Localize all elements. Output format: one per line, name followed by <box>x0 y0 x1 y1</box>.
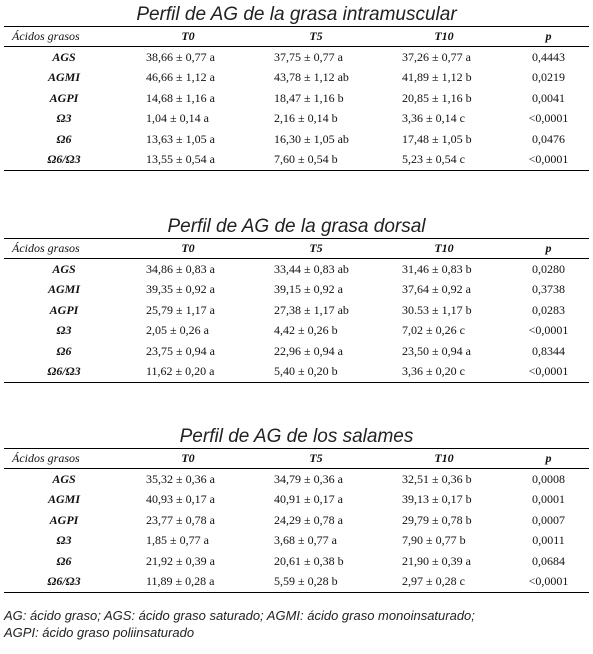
table-title: Perfil de AG de la grasa intramuscular <box>136 4 457 25</box>
table-cell: 21,90 ± 0,39 a <box>402 553 471 568</box>
row-label: AGPI <box>49 90 79 105</box>
table-cell: 37,75 ± 0,77 a <box>274 49 343 64</box>
table-section-intramuscular <box>0 4 593 171</box>
footnote <box>4 607 589 641</box>
row-label: AGMI <box>47 70 80 85</box>
table-row <box>4 68 589 89</box>
column-header: T0 <box>181 241 195 255</box>
table-cell: 21,92 ± 0,39 a <box>146 553 215 568</box>
table-cell: 17,48 ± 1,05 b <box>402 131 472 146</box>
table-cell: 0,3738 <box>532 282 565 297</box>
footnote-line: AG: ácido graso; AGS: ácido graso saturado; AGMI: ácido graso monoinsaturado; <box>4 608 475 623</box>
row-label: AGMI <box>47 282 80 297</box>
table-cell: 24,29 ± 0,78 a <box>274 512 343 527</box>
header-row <box>4 239 589 259</box>
data-table <box>4 448 589 593</box>
table-cell: 27,38 ± 1,17 ab <box>274 302 349 317</box>
column-header: T10 <box>434 241 454 255</box>
table-cell: 11,89 ± 0,28 a <box>146 574 215 589</box>
table-cell: 5,59 ± 0,28 b <box>274 574 338 589</box>
table-row <box>4 129 589 150</box>
table-cell: 46,66 ± 1,12 a <box>146 70 215 85</box>
column-header: T10 <box>434 451 454 465</box>
row-label: AGS <box>52 261 76 276</box>
row-label: AGMI <box>47 492 80 507</box>
table-cell: 37,26 ± 0,77 a <box>402 49 471 64</box>
table-cell: 0,0001 <box>532 492 565 507</box>
table-cell: 0,8344 <box>532 343 565 358</box>
table-row <box>4 150 589 171</box>
table-cell: 0,0219 <box>532 70 565 85</box>
table-cell: 0,0280 <box>532 261 565 276</box>
column-header: Ácidos grasos <box>12 29 80 43</box>
table-cell: 0,0007 <box>532 512 565 527</box>
table-cell: 7,90 ± 0,77 b <box>402 533 466 548</box>
table-row <box>4 551 589 572</box>
data-table <box>4 238 589 383</box>
table-cell: 0,0684 <box>532 553 565 568</box>
table-cell: 14,68 ± 1,16 a <box>146 90 215 105</box>
table-cell: 0,0283 <box>532 302 565 317</box>
table-cell: 0,0008 <box>532 471 565 486</box>
table-cell: 23,50 ± 0,94 a <box>402 343 471 358</box>
table-cell: 7,02 ± 0,26 c <box>402 323 465 338</box>
table-cell: 33,44 ± 0,83 ab <box>274 261 349 276</box>
table-cell: <0,0001 <box>528 111 569 126</box>
row-label: Ω6 <box>56 131 72 146</box>
header-row <box>4 27 589 47</box>
table-row <box>4 362 589 383</box>
table-row <box>4 88 589 109</box>
table-cell: 39,15 ± 0,92 a <box>274 282 343 297</box>
table-cell: 32,51 ± 0,36 b <box>402 471 472 486</box>
table-cell: 35,32 ± 0,36 a <box>146 471 215 486</box>
data-table <box>4 26 589 171</box>
table-cell: 39,35 ± 0,92 a <box>146 282 215 297</box>
table-cell: 0,4443 <box>532 49 565 64</box>
table-cell: 1,04 ± 0,14 a <box>146 111 209 126</box>
column-header: T0 <box>181 29 195 43</box>
table-cell: 20,85 ± 1,16 b <box>402 90 472 105</box>
table-cell: 11,62 ± 0,20 a <box>146 364 215 379</box>
table-cell: 1,85 ± 0,77 a <box>146 533 209 548</box>
column-header: T5 <box>309 451 323 465</box>
column-header: p <box>545 241 552 255</box>
table-title: Perfil de AG de los salames <box>179 426 414 447</box>
table-cell: 4,42 ± 0,26 b <box>274 323 338 338</box>
header-row <box>4 449 589 469</box>
table-cell: 2,16 ± 0,14 b <box>274 111 338 126</box>
table-cell: 16,30 ± 1,05 ab <box>274 131 349 146</box>
row-label: Ω6/Ω3 <box>47 574 81 589</box>
table-cell: 41,89 ± 1,12 b <box>402 70 472 85</box>
row-label: Ω6/Ω3 <box>47 152 81 167</box>
column-header: T5 <box>309 241 323 255</box>
table-cell: 30.53 ± 1,17 b <box>402 302 472 317</box>
table-cell: 37,64 ± 0,92 a <box>402 282 471 297</box>
table-cell: 18,47 ± 1,16 b <box>274 90 344 105</box>
table-row <box>4 321 589 342</box>
footnote-line: AGPI: ácido graso poliinsaturado <box>4 625 195 640</box>
row-label: Ω6 <box>56 343 72 358</box>
column-header: T5 <box>309 29 323 43</box>
table-row <box>4 341 589 362</box>
column-header: T10 <box>434 29 454 43</box>
table-cell: 7,60 ± 0,54 b <box>274 152 338 167</box>
table-row <box>4 572 589 593</box>
table-cell: 38,66 ± 0,77 a <box>146 49 215 64</box>
column-header: Ácidos grasos <box>12 241 80 255</box>
table-cell: 0,0476 <box>532 131 565 146</box>
row-label: Ω3 <box>56 323 72 338</box>
table-cell: 3,36 ± 0,14 c <box>402 111 465 126</box>
table-cell: 34,79 ± 0,36 a <box>274 471 343 486</box>
row-label: AGPI <box>49 512 79 527</box>
table-cell: <0,0001 <box>528 323 569 338</box>
table-cell: 0,0041 <box>532 90 565 105</box>
table-cell: <0,0001 <box>528 364 569 379</box>
column-header: p <box>545 451 552 465</box>
table-cell: 22,96 ± 0,94 a <box>274 343 343 358</box>
column-header: T0 <box>181 451 195 465</box>
table-cell: 20,61 ± 0,38 b <box>274 553 344 568</box>
table-row <box>4 531 589 552</box>
row-label: Ω3 <box>56 111 72 126</box>
table-title: Perfil de AG de la grasa dorsal <box>167 216 426 237</box>
table-cell: 3,36 ± 0,20 c <box>402 364 465 379</box>
column-header: Ácidos grasos <box>12 451 80 465</box>
table-cell: 5,23 ± 0,54 c <box>402 152 465 167</box>
table-cell: 23,77 ± 0,78 a <box>146 512 215 527</box>
table-cell: 2,97 ± 0,28 c <box>402 574 465 589</box>
table-row <box>4 490 589 511</box>
table-cell: 43,78 ± 1,12 ab <box>274 70 349 85</box>
table-cell: 13,63 ± 1,05 a <box>146 131 215 146</box>
table-cell: 13,55 ± 0,54 a <box>146 152 215 167</box>
table-section-salames <box>0 426 593 593</box>
table-row <box>4 109 589 130</box>
table-cell: 40,91 ± 0,17 a <box>274 492 343 507</box>
table-row <box>4 469 589 490</box>
table-row <box>4 510 589 531</box>
table-row <box>4 259 589 280</box>
table-cell: 40,93 ± 0,17 a <box>146 492 215 507</box>
row-label: AGS <box>52 49 76 64</box>
table-cell: 34,86 ± 0,83 a <box>146 261 215 276</box>
table-cell: 5,40 ± 0,20 b <box>274 364 338 379</box>
table-cell: 2,05 ± 0,26 a <box>146 323 209 338</box>
table-row <box>4 280 589 301</box>
row-label: Ω3 <box>56 533 72 548</box>
table-cell: 29,79 ± 0,78 b <box>402 512 472 527</box>
row-label: Ω6/Ω3 <box>47 364 81 379</box>
column-header: p <box>545 29 552 43</box>
table-cell: 0,0011 <box>532 533 565 548</box>
table-cell: 23,75 ± 0,94 a <box>146 343 215 358</box>
row-label: AGS <box>52 471 76 486</box>
table-section-dorsal <box>0 216 593 383</box>
row-label: Ω6 <box>56 553 72 568</box>
row-label: AGPI <box>49 302 79 317</box>
table-cell: 31,46 ± 0,83 b <box>402 261 472 276</box>
table-row <box>4 300 589 321</box>
table-cell: <0,0001 <box>528 574 569 589</box>
table-cell: 25,79 ± 1,17 a <box>146 302 215 317</box>
table-cell: <0,0001 <box>528 152 569 167</box>
table-cell: 3,68 ± 0,77 a <box>274 533 337 548</box>
table-row <box>4 47 589 68</box>
table-cell: 39,13 ± 0,17 b <box>402 492 472 507</box>
